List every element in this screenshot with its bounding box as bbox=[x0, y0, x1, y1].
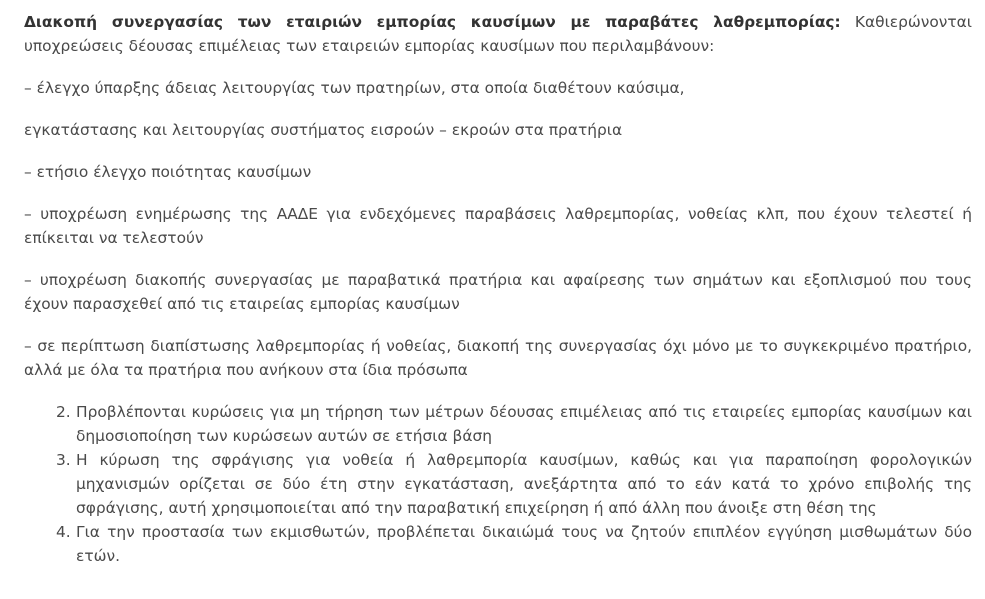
obligation-paragraph: – σε περίπτωση διαπίστωσης λαθρεμπορίας ή νοθείας, διακοπή της συνεργασίας όχι μόνο με το συγκεκριμένο πρατήριο, αλλά με όλα τα πρατήρια που ανήκουν στα ίδια πρόσωπα bbox=[24, 337, 972, 379]
article-body bbox=[24, 10, 972, 568]
list-item-text: Η κύρωση της σφράγισης για νοθεία ή λαθρεμπορία καυσίμων, καθώς και για παραποίηση φορολογικών μηχανισμών ορίζεται σε δύο έτη στην εγκατάσταση, ανεξάρτητα από το εάν κατά το χρόνο επιβολής της σφράγισης, αυτή χρησιμοποιείται από την παραβατική επιχείρηση ή από άλλη που άνοιξε στη θέση της bbox=[76, 451, 972, 517]
obligation-paragraph: – έλεγχο ύπαρξης άδειας λειτουργίας των πρατηρίων, στα οποία διαθέτουν καύσιμα, bbox=[24, 79, 685, 97]
list-item bbox=[56, 448, 972, 520]
obligation-paragraph: – υποχρέωση διακοπής συνεργασίας με παραβατικά πρατήρια και αφαίρεσης των σημάτων και εξοπλισμού που τους έχουν παρασχεθεί από τις εταιρείας εμπορίας καυσίμων bbox=[24, 271, 972, 313]
obligation-paragraph: εγκατάστασης και λειτουργίας συστήματος εισροών – εκροών στα πρατήρια bbox=[24, 121, 623, 139]
obligation-paragraph: – ετήσιο έλεγχο ποιότητας καυσίμων bbox=[24, 163, 312, 181]
intro-text: Καθιερώνονται υποχρεώσεις δέουσας επιμέλειας των εταιρειών εμπορίας καυσίμων που περιλαμβάνουν: bbox=[24, 13, 972, 55]
list-item-number: 4. bbox=[56, 523, 71, 541]
list-item-number: 3. bbox=[56, 451, 71, 469]
list-item bbox=[56, 520, 972, 568]
intro-paragraph bbox=[24, 10, 972, 58]
list-item bbox=[56, 400, 972, 448]
numbered-list bbox=[24, 400, 972, 568]
list-item-number: 2. bbox=[56, 403, 71, 421]
list-item-text: Προβλέπονται κυρώσεις για μη τήρηση των μέτρων δέουσας επιμέλειας από τις εταιρείες εμπορίας καυσίμων και δημοσιοποίηση των κυρώσεων αυτών σε ετήσια βάση bbox=[76, 403, 972, 445]
list-item-text: Για την προστασία των εκμισθωτών, προβλέπεται δικαιώμά τους να ζητούν επιπλέον εγγύηση μισθωμάτων δύο ετών. bbox=[76, 523, 972, 565]
intro-bold-lead: Διακοπή συνεργασίας των εταιριών εμπορίας καυσίμων με παραβάτες λαθρεμπορίας: bbox=[24, 13, 841, 31]
obligation-paragraph: – υποχρέωση ενημέρωσης της ΑΑΔΕ για ενδεχόμενες παραβάσεις λαθρεμπορίας, νοθείας κλπ, που έχουν τελεστεί ή επίκειται να τελεστούν bbox=[24, 205, 972, 247]
